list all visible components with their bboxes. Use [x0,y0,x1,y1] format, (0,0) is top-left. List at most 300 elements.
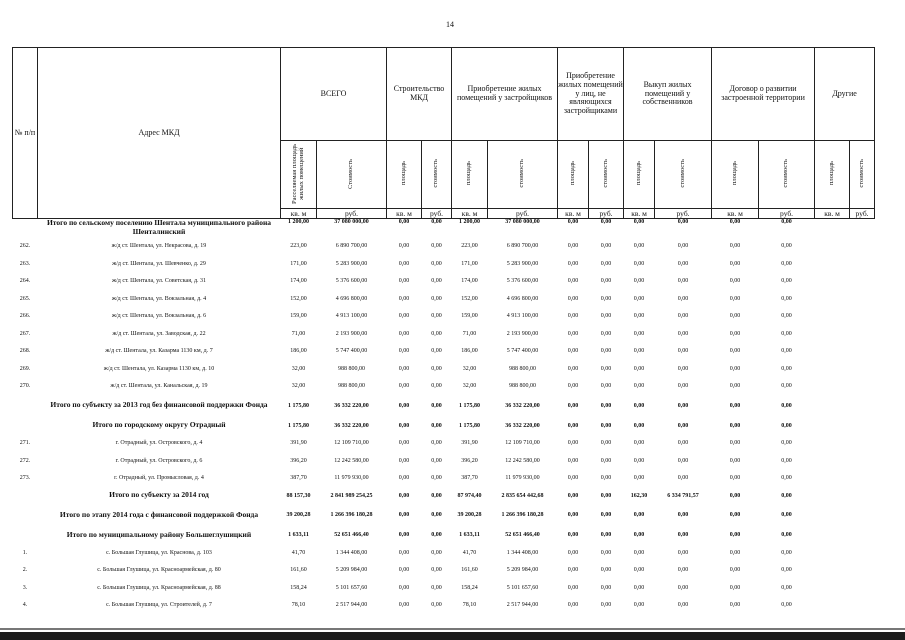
row-value: 87 974,40 [457,492,482,499]
row-value: 0,00 [431,295,442,302]
row-number: 3. [22,584,28,591]
row-value-empty [850,544,875,562]
row-value: 174,00 [461,278,478,284]
header-row-number: № п/п [13,48,38,219]
row-value-empty [850,579,875,597]
row-value: 0,00 [600,330,612,337]
row-address: Итого по этапу 2014 года с финансовой поддержкой Фонда [59,509,259,519]
header-group-buyout: Выкуп жилых помещений у собственников [624,48,712,141]
row-value: 0,00 [633,532,645,538]
row-value: 0,00 [567,313,579,319]
row-value: 5 747 400,00 [506,348,539,354]
row-value-empty [815,579,850,597]
row-value: 4 696 800,00 [506,295,539,302]
row-value-empty [850,237,875,255]
table-subtotal-row [13,417,875,435]
scan-edge-line [0,628,905,630]
row-address: ж/д ст. Шентала, ул. Шевченко, д. 29 [112,260,206,267]
row-value: 6 334 791,57 [667,492,699,499]
row-value: 0,00 [600,260,612,267]
row-value-empty [850,377,875,395]
row-value: 4 913 100,00 [335,313,368,319]
row-value: 159,00 [461,313,478,319]
row-value: 0,00 [729,549,741,556]
row-value: 0,00 [567,492,579,499]
header-unit: кв. м [387,209,422,219]
row-value: 0,00 [633,313,645,319]
row-number: 266. [19,313,31,319]
row-value-empty [815,526,850,544]
row-number: 270. [19,383,31,389]
row-value: 162,30 [630,492,648,499]
table-row [13,255,875,273]
row-value: 0,00 [600,457,612,464]
table-row [13,469,875,487]
row-value: 0,00 [567,243,579,249]
header-subcol-label: стоимость [782,159,790,188]
row-value: 0,00 [633,584,645,591]
row-value: 0,00 [781,278,792,284]
row-value: 0,00 [600,348,612,354]
row-value: 0,00 [600,567,612,573]
row-address: с. Большая Глушица, ул. Краснова, д. 103 [106,549,212,556]
row-value: 1 633,11 [459,532,480,538]
row-value: 988 800,00 [338,365,365,372]
row-value: 0,00 [398,475,410,481]
row-value: 391,90 [290,440,307,446]
row-value: 0,00 [431,532,442,538]
row-value-empty [850,417,875,435]
row-value: 0,00 [781,348,792,354]
row-value: 0,00 [398,330,410,337]
row-number: 265. [19,295,31,302]
row-value: 5 209 984,00 [506,567,539,573]
header-subcol [815,141,850,209]
row-value: 78,10 [291,602,306,608]
table-row [13,325,875,343]
row-value: 0,00 [431,383,442,389]
row-value: 0,00 [431,422,442,429]
header-subcol-label: площадь [730,161,738,186]
row-value: 5 376 600,00 [335,278,368,284]
row-number: 267. [19,330,31,337]
row-value: 0,00 [398,295,410,302]
row-value: 387,70 [290,475,307,481]
row-value-empty [815,237,850,255]
row-value: 396,20 [290,457,307,464]
header-address: Адрес МКД [38,48,281,219]
row-value-empty [850,469,875,487]
row-value: 37 080 000,00 [334,219,369,226]
row-value: 0,00 [567,402,579,409]
row-value: 32,00 [462,365,477,372]
row-value: 988 800,00 [338,383,365,389]
header-unit: руб. [589,209,624,219]
row-value: 0,00 [781,243,792,249]
header-subcol-label: стоимость [518,159,526,188]
row-value: 0,00 [729,330,741,337]
row-value: 0,00 [781,475,792,481]
header-subcol [422,141,452,209]
row-value: 2 193 900,00 [506,330,539,337]
row-value: 11 979 930,00 [505,475,540,481]
table-row [13,342,875,360]
row-value-empty [815,504,850,526]
row-value: 0,00 [677,549,689,556]
row-value: 0,00 [600,475,612,481]
row-value-empty [850,360,875,378]
header-unit: кв. м [712,209,759,219]
row-value: 0,00 [431,330,442,337]
row-value: 0,00 [398,243,410,249]
header-group-other: Другие [815,48,875,141]
row-address: Итого по субъекту за 2013 год без финансовой поддержки Фонда [50,400,268,410]
row-value: 0,00 [781,383,792,389]
row-value: 5 283 900,00 [335,260,368,267]
row-value: 0,00 [633,457,645,464]
row-address: ж/д ст. Шентала, ул. Некрасова, д. 19 [111,243,207,249]
row-value: 0,00 [431,492,442,499]
row-value-empty [815,377,850,395]
header-group-total: ВСЕГО [281,48,387,141]
row-value: 0,00 [781,532,792,538]
row-value: 0,00 [677,512,689,519]
row-value: 0,00 [781,492,792,499]
row-address: Итого по муниципальному району Большеглушицкий [66,529,252,539]
row-value: 0,00 [600,602,612,608]
row-value: 0,00 [633,243,645,249]
row-value: 223,00 [461,243,478,249]
row-value: 6 890 700,00 [335,243,368,249]
row-value: 0,00 [398,532,410,538]
row-value: 0,00 [729,313,741,319]
header-subcol-label: стоимость [432,159,440,188]
row-value: 0,00 [677,278,689,284]
row-number: 4. [22,602,28,608]
row-value: 152,00 [461,295,478,302]
row-value: 0,00 [431,402,442,409]
row-value: 0,00 [567,348,579,354]
row-value: 0,00 [781,402,792,409]
row-value: 0,00 [781,313,792,319]
row-value: 0,00 [677,457,689,464]
header-subcol [387,141,422,209]
row-value: 0,00 [729,457,741,464]
row-address: Итого по сельскому поселению Шентала муниципального района Шенталинский [46,218,272,236]
row-value: 32,00 [291,383,306,389]
row-value: 0,00 [677,475,689,481]
row-value: 0,00 [633,365,645,372]
row-value-empty [815,307,850,325]
row-number: 2. [22,567,28,573]
table-row [13,237,875,255]
row-value: 0,00 [729,383,741,389]
row-number [13,219,38,238]
row-value-empty [815,561,850,579]
table-subtotal-row [13,504,875,526]
row-number: 268. [19,348,31,354]
table-row [13,579,875,597]
row-value: 0,00 [431,365,442,372]
row-value: 0,00 [431,348,442,354]
row-value: 0,00 [398,260,410,267]
header-unit: руб. [850,209,875,219]
row-value: 71,00 [291,330,306,337]
resettlement-table [12,47,875,614]
row-value: 0,00 [677,383,689,389]
row-value-empty [850,395,875,417]
row-value: 0,00 [729,567,741,573]
row-value: 0,00 [398,402,410,409]
row-value: 0,00 [398,602,410,608]
row-value: 0,00 [677,440,689,446]
header-unit: кв. м [281,209,317,219]
header-unit: кв. м [624,209,655,219]
row-value: 0,00 [677,330,689,337]
header-unit: руб. [317,209,387,219]
row-value: 0,00 [567,422,579,429]
header-subcol-label: Стоимость [347,158,355,189]
row-value: 396,20 [461,457,478,464]
header-group-purchase-non-developers: Приобретение жилых помещений у лиц, не являющихся застройщиками [558,48,624,141]
row-value: 0,00 [729,532,741,538]
row-value: 4 913 100,00 [506,313,539,319]
row-value: 0,00 [729,475,741,481]
row-value: 223,00 [290,243,307,249]
row-value: 0,00 [431,584,442,591]
header-subcol-label: Расселяемая площадь жилых помещений [290,143,305,204]
row-value: 0,00 [677,295,689,302]
row-value: 0,00 [567,532,579,538]
row-value: 36 332 220,00 [334,402,369,409]
header-subcol [488,141,558,209]
header-subcol-label: площадь [827,161,835,186]
row-value: 0,00 [633,549,645,556]
row-value: 0,00 [567,512,579,519]
row-value: 0,00 [600,383,612,389]
row-value: 0,00 [398,512,410,519]
row-number: 1. [22,549,28,556]
row-value: 0,00 [600,278,612,284]
row-value: 0,00 [398,584,410,591]
row-value-empty [815,290,850,308]
row-value: 0,00 [567,584,579,591]
table-subtotal-row [13,487,875,505]
row-value: 0,00 [729,295,741,302]
row-value: 0,00 [633,602,645,608]
row-value: 0,00 [600,365,612,372]
row-value-empty [815,255,850,273]
table-subtotal-row [13,395,875,417]
table-subtotal-row [13,219,875,238]
row-value: 12 109 710,00 [334,440,369,446]
row-value: 0,00 [567,383,579,389]
row-value: 0,00 [633,512,645,519]
row-value: 2 193 900,00 [335,330,368,337]
row-value-empty [815,596,850,614]
row-value: 152,00 [290,295,307,302]
row-value: 0,00 [567,365,579,372]
row-number [13,395,38,417]
row-value: 0,00 [567,457,579,464]
header-group-development-contract: Договор о развитии застроенной территории [712,48,815,141]
row-number: 272. [19,457,31,464]
row-value: 186,00 [290,348,307,354]
row-value: 5 283 900,00 [506,260,539,267]
header-subcol-label: площадь [634,161,642,186]
row-value-empty [815,487,850,505]
row-value-empty [815,544,850,562]
row-value: 52 651 466,40 [505,532,540,538]
row-number: 262. [19,243,31,249]
row-value: 0,00 [633,383,645,389]
row-value: 2 517 944,00 [506,602,539,608]
row-value: 0,00 [600,402,612,409]
row-value: 0,00 [729,492,741,499]
row-value-empty [815,272,850,290]
row-value: 5 101 657,60 [335,584,368,591]
row-value-empty [850,434,875,452]
table-row [13,452,875,470]
header-subcol-label: площадь [465,161,473,186]
row-value: 0,00 [398,440,410,446]
row-value: 0,00 [431,512,442,519]
row-value: 0,00 [398,457,410,464]
row-value: 0,00 [398,383,410,389]
row-value: 171,00 [461,260,478,267]
row-value: 0,00 [600,512,612,519]
table-header [13,48,875,219]
row-number: 264. [19,278,31,284]
row-address: ж/д ст. Шентала, ул. Заводская, д. 22 [112,330,206,337]
scan-edge-bar [0,632,905,640]
row-value-empty [815,417,850,435]
row-value: 0,00 [633,295,645,302]
table-row [13,434,875,452]
header-unit: кв. м [558,209,589,219]
row-value: 71,00 [462,330,477,337]
row-value: 0,00 [677,567,689,573]
row-value: 1 266 396 180,28 [330,512,373,519]
row-value: 32,00 [462,383,477,389]
row-value: 0,00 [781,567,792,573]
header-subcol-label: площадь [399,161,407,186]
row-address: ж/д ст. Шентала, ул. Вокзальная, д. 4 [111,295,207,302]
row-value: 2 841 989 254,25 [330,492,373,499]
row-value: 0,00 [677,402,689,409]
row-value: 0,00 [398,365,410,372]
header-subcol [655,141,712,209]
row-value: 0,00 [398,278,410,284]
row-value: 0,00 [431,440,442,446]
row-value: 988 800,00 [509,383,537,389]
row-value: 0,00 [431,602,442,608]
row-value: 1 175,80 [288,402,309,409]
header-subcol [759,141,815,209]
row-value: 88 157,30 [286,492,311,499]
row-value: 0,00 [677,219,689,226]
row-value: 0,00 [729,348,741,354]
row-value: 0,00 [781,260,792,267]
row-value: 5 209 984,00 [335,567,368,573]
header-subcol [558,141,589,209]
row-value: 0,00 [677,348,689,354]
row-value: 0,00 [431,567,442,573]
table-row [13,377,875,395]
row-number: 273. [19,475,31,481]
row-value: 0,00 [600,243,612,249]
header-unit: руб. [655,209,712,219]
row-value: 39 200,28 [286,512,311,519]
table-row [13,561,875,579]
row-value-empty [850,290,875,308]
row-number: 271. [19,440,31,446]
row-value: 0,00 [633,219,645,226]
row-value: 0,00 [633,278,645,284]
table-row [13,307,875,325]
row-value: 0,00 [567,567,579,573]
row-value: 1 175,80 [459,422,481,429]
row-value: 0,00 [677,365,689,372]
row-value-empty [850,526,875,544]
row-value-empty [815,342,850,360]
row-value: 32,00 [291,365,306,372]
header-subcol-label: стоимость [601,159,609,188]
row-value: 0,00 [729,584,741,591]
row-value-empty [815,469,850,487]
row-address: г. Отрадный, ул. Промысловая, д. 4 [114,475,204,481]
header-subcol [452,141,488,209]
row-value-empty [815,434,850,452]
row-address: г. Отрадный, ул. Островского, д. 6 [115,457,203,464]
row-value: 0,00 [567,260,579,267]
row-value: 78,10 [462,602,477,608]
row-address: ж/д ст. Шентала, ул. Канальская, д. 19 [110,383,208,389]
row-value: 39 200,28 [457,512,482,519]
row-value: 0,00 [567,295,579,302]
row-value: 0,00 [600,584,612,591]
row-value-empty [815,219,850,238]
table-body [13,219,875,614]
row-value: 186,00 [461,348,478,354]
row-value: 1 344 408,00 [335,549,368,556]
row-number [13,417,38,435]
row-address: ж/д ст. Шентала, ул. Вокзальная, д. 6 [111,313,207,319]
row-value: 0,00 [431,457,442,464]
row-value: 174,00 [290,278,307,284]
row-value-empty [815,395,850,417]
row-value: 0,00 [633,330,645,337]
row-address: ж/д ст. Шентала, ул. Советская, д. 31 [111,278,207,284]
row-value: 0,00 [633,440,645,446]
row-value: 0,00 [729,278,741,284]
header-subcol [712,141,759,209]
row-value-empty [850,307,875,325]
row-value: 0,00 [567,330,579,337]
row-value: 0,00 [398,549,410,556]
row-value-empty [850,561,875,579]
row-value-empty [815,452,850,470]
table-row [13,596,875,614]
row-value: 158,24 [461,584,478,591]
row-value: 171,00 [290,260,307,267]
row-address: с. Большая Глушица, ул. Красноармейская, д. 88 [97,584,221,591]
row-address: с. Большая Глушица, ул. Строителей, д. 7 [106,602,212,608]
table-row [13,290,875,308]
row-value-empty [815,360,850,378]
row-value: 0,00 [729,243,741,249]
row-value: 0,00 [781,512,792,519]
